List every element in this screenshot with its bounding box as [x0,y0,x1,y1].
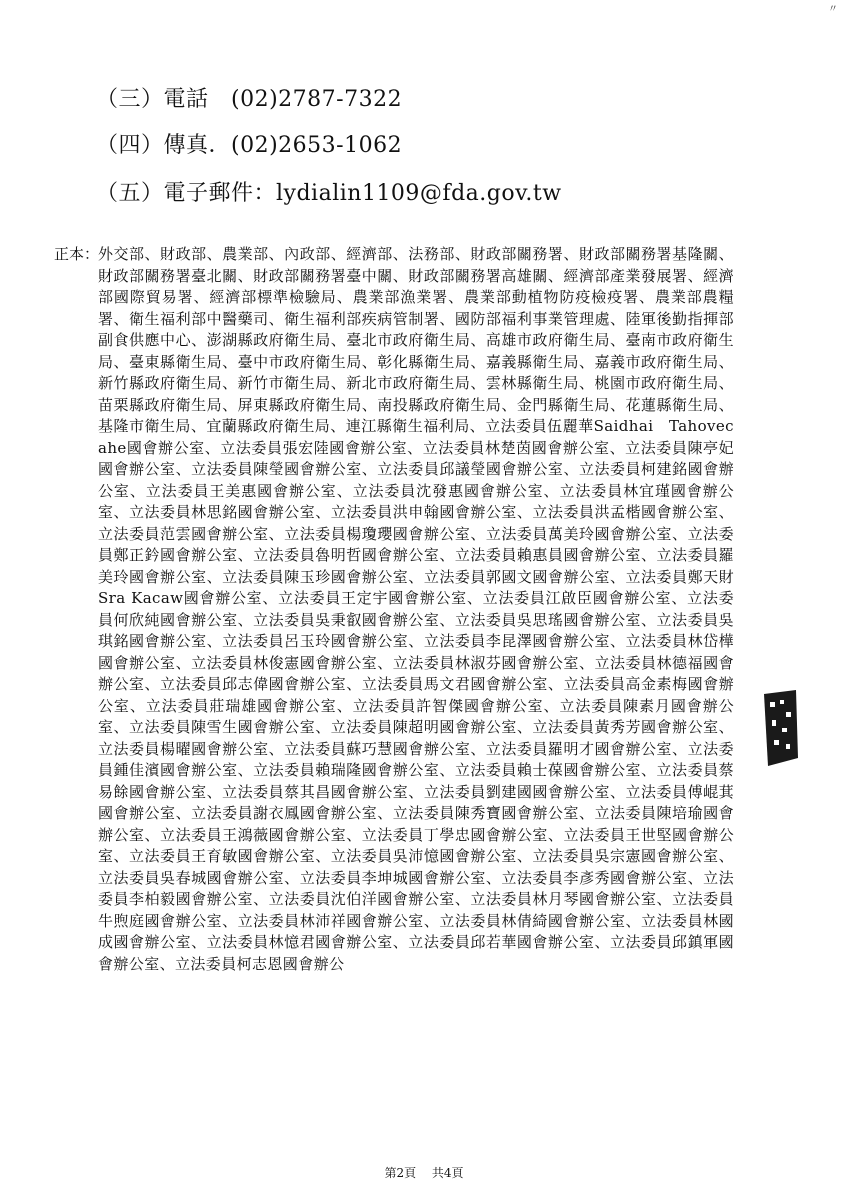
corner-mark: 〃 [828,4,838,15]
contact-fax: （四）傳真．(02)2653-1062 [96,133,403,158]
page-total: 共4頁 [431,1166,464,1180]
contact-phone: （三）電話 (02)2787-7322 [96,87,403,112]
recipients-list: 外交部、財政部、農業部、內政部、經濟部、法務部、財政部關務署、財政部關務署基隆關、財政部關務署臺北關、財政部關務署臺中關、財政部關務署高雄關、經濟部產業發展署、經濟部國際貿易署、經濟部標準檢驗局、農業部漁業署、農業部動植物防疫檢疫署、農業部農糧署、衛生福利部中醫藥司、衛生福利部疾病管制署、國防部福利事業管理處、陸軍後勤指揮部副食供應中心、澎湖縣政府衛生局、臺北市政府衛生局、高雄市政府衛生局、臺南市政府衛生局、臺東縣衛生局、臺中市政府衛生局、彰化縣衛生局、嘉義縣衛生局、嘉義市政府衛生局、新竹縣政府衛生局、新竹市衛生局、新北市政府衛生局、雲林縣衛生局、桃園市政府衛生局、苗栗縣政府衛生局、屏東縣政府衛生局、南投縣政府衛生局、金門縣衛生局、花蓮縣衛生局、基隆市衛生局、宜蘭縣政府衛生局、連江縣衛生福利局、立法委員伍麗華Saidhai Tahovecahe國會辦公室、立法委員張宏陸國會辦公室、立法委員林楚茵國會辦公室、立法委員陳亭妃國會辦公室、立法委員陳瑩國會辦公室、立法委員邱議瑩國會辦公室、立法委員柯建銘國會辦公室、立法委員王美惠國會辦公室、立法委員沈發惠國會辦公室、立法委員林宜瑾國會辦公室、立法委員林思銘國會辦公室、立法委員洪申翰國會辦公室、立法委員洪孟楷國會辦公室、立法委員范雲國會辦公室、立法委員楊瓊瓔國會辦公室、立法委員萬美玲國會辦公室、立法委員鄭正鈐國會辦公室、立法委員魯明哲國會辦公室、立法委員賴惠員國會辦公室、立法委員羅美玲國會辦公室、立法委員陳玉珍國會辦公室、立法委員郭國文國會辦公室、立法委員鄭天財Sra Kacaw國會辦公室、立法委員王定宇國會辦公室、立法委員江啟臣國會辦公室、立法委員何欣純國會辦公室、立法委員吳秉叡國會辦公室、立法委員吳思瑤國會辦公室、立法委員吳琪銘國會辦公室、立法委員呂玉玲國會辦公室、立法委員李昆澤國會辦公室、立法委員林岱樺國會辦公室、立法委員林俊憲國會辦公室、立法委員林淑芬國會辦公室、立法委員林德福國會辦公室、立法委員邱志偉國會辦公室、立法委員馬文君國會辦公室、立法委員高金素梅國會辦公室、立法委員莊瑞雄國會辦公室、立法委員許智傑國會辦公室、立法委員陳素月國會辦公室、立法委員陳雪生國會辦公室、立法委員陳超明國會辦公室、立法委員黃秀芳國會辦公室、立法委員楊曜國會辦公室、立法委員蘇巧慧國會辦公室、立法委員羅明才國會辦公室、立法委員鍾佳濱國會辦公室、立法委員賴瑞隆國會辦公室、立法委員賴士葆國會辦公室、立法委員蔡易餘國會辦公室、立法委員蔡其昌國會辦公室、立法委員劉建國國會辦公室、立法委員傅崐萁國會辦公室、立法委員謝衣鳳國會辦公室、立法委員陳秀寶國會辦公室、立法委員陳培瑜國會辦公室、立法委員王鴻薇國會辦公室、立法委員丁學忠國會辦公室、立法委員王世堅國會辦公室、立法委員王育敏國會辦公室、立法委員吳沛憶國會辦公室、立法委員吳宗憲國會辦公室、立法委員吳春城國會辦公室、立法委員李坤城國會辦公室、立法委員李彥秀國會辦公室、立法委員李柏毅國會辦公室、立法委員沈伯洋國會辦公室、立法委員林月琴國會辦公室、立法委員牛煦庭國會辦公室、立法委員林沛祥國會辦公室、立法委員林倩綺國會辦公室、立法委員林國成國會辦公室、立法委員林憶君國會辦公室、立法委員邱若華國會辦公室、立法委員邱鎮軍國會辦公室、立法委員柯志恩國會辦公 [98,245,734,973]
page-number: 第2頁 [384,1166,417,1180]
recipients-label: 正本： [54,245,100,263]
page-footer [0,1164,848,1181]
recipients-section [54,244,734,975]
contact-email: （五）電子郵件：lydialin1109@fda.gov.tw [96,181,562,206]
seal-stamp [760,688,800,768]
